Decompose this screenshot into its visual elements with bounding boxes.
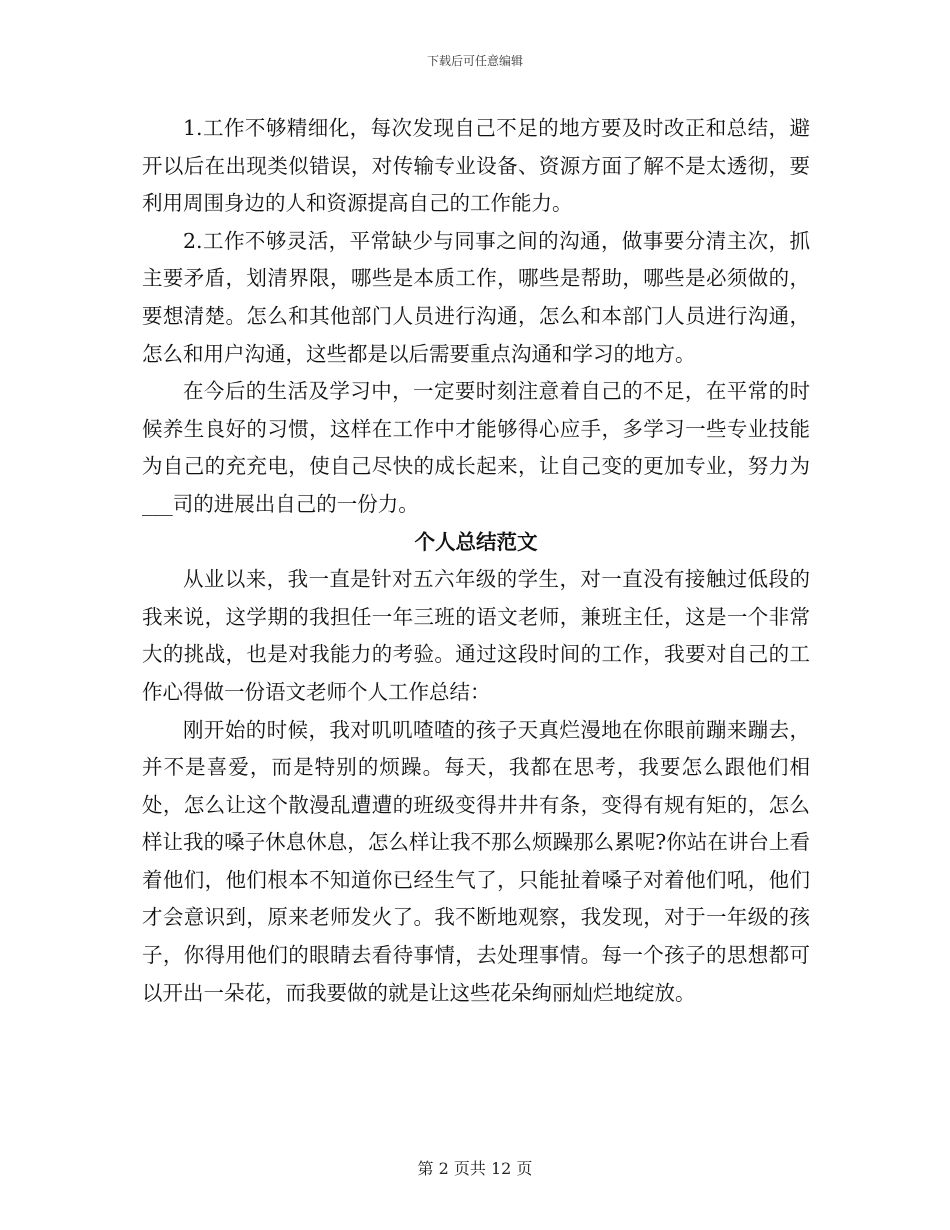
- paragraph-3: 在今后的生活及学习中，一定要时刻注意着自己的不足，在平常的时候养生良好的习惯，这样在工作中才能够得心应手，多学习一些专业技能为自己的充充电，使自己尽快的成长起来，让自己变的更加专业，努力为___司的进展出自己的一份力。: [142, 379, 810, 516]
- page-header-note: 下载后可任意编辑: [426, 54, 523, 68]
- section-title: 个人总结范文: [414, 529, 538, 554]
- paragraph-1: 1.工作不够精细化，每次发现自己不足的地方要及时改正和总结，避开以后在出现类似错误，对传输专业设备、资源方面了解不是太透彻，要利用周围身边的人和资源提高自己的工作能力。: [142, 116, 810, 216]
- section-paragraph-2: 刚开始的时候，我对叽叽喳喳的孩子天真烂漫地在你眼前蹦来蹦去，并不是喜爱，而是特别的烦躁。每天，我都在思考，我要怎么跟他们相处，怎么让这个散漫乱遭遭的班级变得井井有条，变得有规有矩的，怎么样让我的嗓子休息休息，怎么样让我不那么烦躁那么累呢?你站在讲台上看着他们，他们根本不知道你已经生气了，只能扯着嗓子对着他们吼，他们才会意识到，原来老师发火了。我不断地观察，我发现，对于一年级的孩子，你得用他们的眼睛去看待事情，去处理事情。每一个孩子的思想都可以开出一朵花，而我要做的就是让这些花朵绚丽灿烂地绽放。: [142, 717, 810, 1005]
- page-number: 第 2 页共 12 页: [417, 1159, 533, 1178]
- section-paragraph-1: 从业以来，我一直是针对五六年级的学生，对一直没有接触过低段的我来说，这学期的我担任一年三班的语文老师，兼班主任，这是一个非常大的挑战，也是对我能力的考验。通过这段时间的工作，我要对自己的工作心得做一份语文老师个人工作总结：: [142, 567, 810, 704]
- document-body: [142, 110, 810, 1012]
- paragraph-2: 2.工作不够灵活，平常缺少与同事之间的沟通，做事要分清主次，抓主要矛盾，划清界限，哪些是本质工作，哪些是帮助，哪些是必须做的，要想清楚。怎么和其他部门人员进行沟通，怎么和本部门人员进行沟通，怎么和用户沟通，这些都是以后需要重点沟通和学习的地方。: [142, 228, 810, 366]
